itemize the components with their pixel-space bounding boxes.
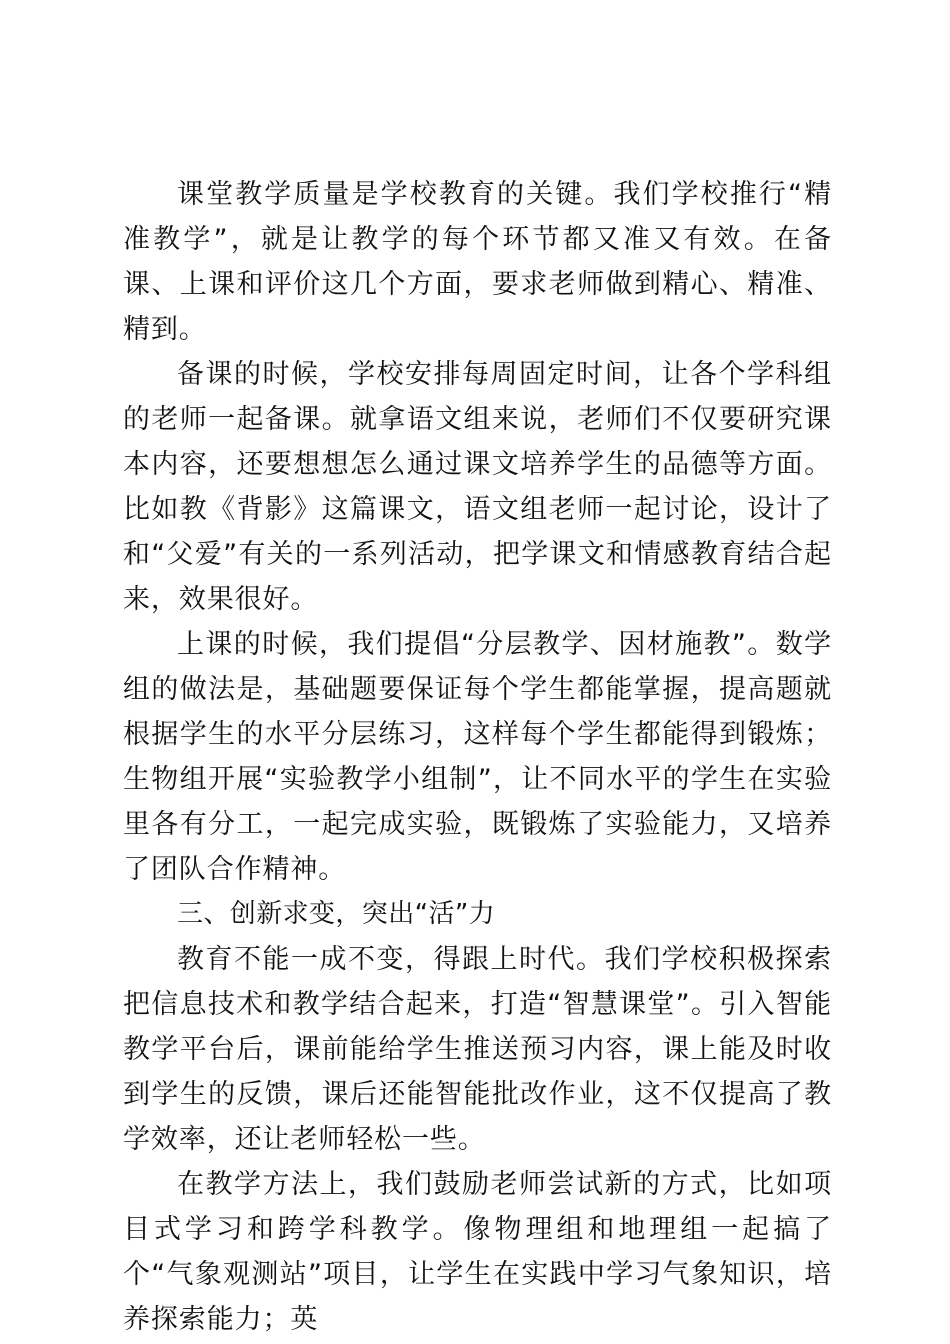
paragraph-in-class-teaching: 上课的时候，我们提倡“分层教学、因材施教”。数学组的做法是，基础题要保证每个学生都能掌握，提高题就根据学生的水平分层练习，这样每个学生都能得到锻炼；生物组开展“实验教学小组制”，让不同水平的学生在实验里各有分工，一起完成实验，既锻炼了实验能力，又培养了团队合作精神。	[123, 629, 832, 885]
section-heading-innovation: 三、创新求变，突出“活”力	[177, 899, 496, 929]
paragraph-precision-teaching: 课堂教学质量是学校教育的关键。我们学校推行“精准教学”，就是让教学的每个环节都又准又有效。在备课、上课和评价这几个方面，要求老师做到精心、精准、精到。	[123, 179, 832, 345]
paragraph-lesson-preparation: 备课的时候，学校安排每周固定时间，让各个学科组的老师一起备课。就拿语文组来说，老师们不仅要研究课本内容，还要想想怎么通过课文培养学生的品德等方面。比如教《背影》这篇课文，语文组老师一起讨论，设计了和“父爱”有关的一系列活动，把学课文和情感教育结合起来，效果很好。	[123, 359, 832, 615]
document-body	[123, 172, 832, 1342]
paragraph-teaching-methods: 在教学方法上，我们鼓励老师尝试新的方式，比如项目式学习和跨学科教学。像物理组和地理组一起搞了个“气象观测站”项目，让学生在实践中学习气象知识，培养探索能力；英	[123, 1169, 832, 1335]
paragraph-smart-classroom: 教育不能一成不变，得跟上时代。我们学校积极探索把信息技术和教学结合起来，打造“智慧课堂”。引入智能教学平台后，课前能给学生推送预习内容，课上能及时收到学生的反馈，课后还能智能批改作业，这不仅提高了教学效率，还让老师轻松一些。	[123, 944, 832, 1155]
